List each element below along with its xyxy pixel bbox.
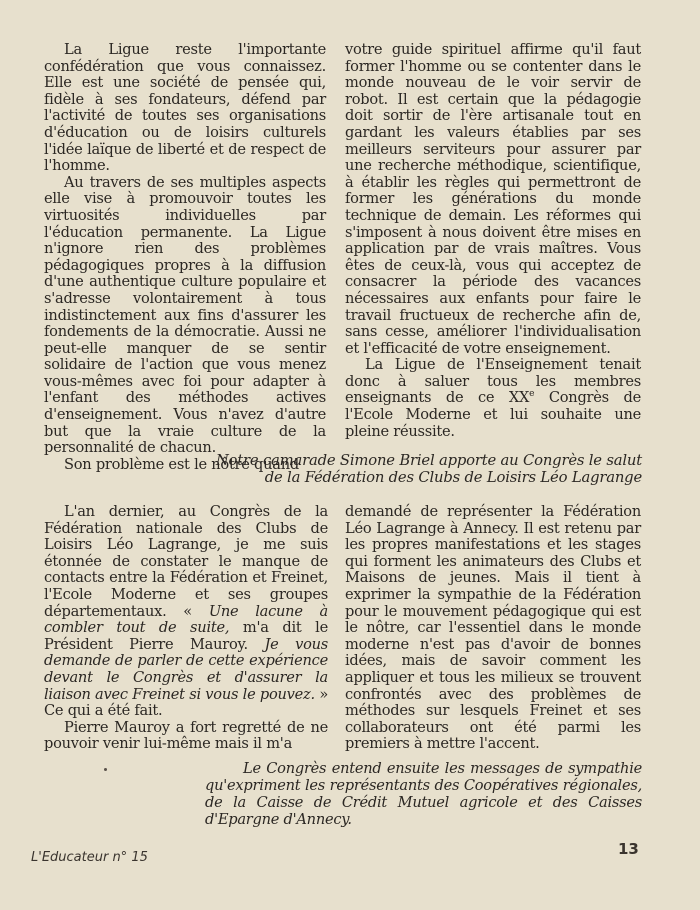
superscript: e [529,389,535,400]
print-speck [104,768,107,771]
paragraph: Son problème est le nôtre quand [64,455,299,473]
italic-quote: Je vous demande de parler de cette expérience devant le Congrès et d'assurer la liaison avec Freinet si vous le pouvez. [44,635,328,703]
section-heading [205,452,642,486]
article-column-bottom-right [345,504,641,753]
paragraph: Au travers de ses multiples aspects elle vise à promouvoir toutes les virtuosités individuelles par l'éducation permanente. La Ligue n'ignore rien des problèmes pédagogiques propres à la diffusion d'une authentique culture populaire et s'adresse volontairement à tous indistinctement aux fins d'assurer les fondements de la démocratie. Aussi ne peut-elle manquer de se sentir solidaire de l'action que vous menez vous-mêmes avec foi pour adapter à l'enfant des méthodes actives d'enseignement. Vous n'avez d'autre but que la vraie culture de la personnalité de chacun. [44,173,326,457]
paragraph: La Ligue reste l'importante confédération que vous connaissez. Elle est une société de pensée qui, fidèle à ses fondateurs, défend par l'activité de toutes ses organisations d'éducation ou de loisirs culturels l'idée laïque de liberté et de respect de l'homme. [44,41,326,175]
paragraph: demandé de représenter la Fédération Léo Lagrange à Annecy. Il est retenu par les propres manifestations et les stages qui forment les animateurs des Clubs et Maisons de jeunes. Mais il tient à exprimer la sympathie de la Fédération pour le mouvement pédagogique qui est le nôtre, car l'essentiel dans le monde moderne n'est pas d'avoir de bonnes idées, mais de savoir comment les appliquer et tous les milieux se trouvent confrontés avec des problèmes de méthodes sur lesquels Freinet et ses collaborateurs ont été parmi les premiers à mettre l'accent. [345,503,641,753]
italic-quote: Une lacune à combler tout de suite, [44,602,328,637]
paragraph [44,504,328,720]
article-column-top-left [44,42,326,473]
journal-footer: L'Educateur n° 15 [31,850,148,865]
article-column-bottom-left [44,504,328,753]
text-run: La Ligue de l'Enseignement tenait donc à saluer tous les membres enseignants de ce XX [345,356,641,407]
page-number: 13 [618,840,639,858]
paragraph [345,357,641,440]
heading-line: Notre camarade Simone Briel apporte au Congrès le salut [215,452,642,469]
closing-note: Le Congrès entend ensuite les messages de sympathie qu'expriment les représentants des Coopératives régionales, de la Caisse de Crédit Mutuel agricole et des Caisses d'Epargne d'Annecy. [205,760,642,828]
article-column-top-right [345,42,641,440]
text-run: » Ce qui a été fait. [44,685,328,720]
paragraph: Pierre Mauroy a fort regretté de ne pouvoir venir lui-même mais il m'a [44,718,328,753]
text-run: m'a dit le Président Pierre Mauroy. [44,619,328,653]
text-run: Congrès de l'Ecole Moderne et lui souhaite une pleine réussite. [345,389,641,440]
heading-line: de la Fédération des Clubs de Loisirs Léo Lagrange [264,469,642,486]
text-run: L'an dernier, au Congrès de la Fédération nationale des Clubs de Loisirs Léo Lagrange, je me suis étonnée de constater le manque de contacts entre la Fédération et Freinet, l'Ecole Moderne et ses groupes départementaux. « [44,503,328,620]
paragraph: votre guide spirituel affirme qu'il faut former l'homme ou se contenter dans le monde nouveau de le voir servir de robot. Il est certain que la pédagogie doit sortir de l'ère artisanale tout en gardant les valeurs établies par ses meilleurs serviteurs pour assurer par une recherche méthodique, scientifique, à établir les règles qui permettront de former les générations du monde technique de demain. Les réformes qui s'imposent à nous doivent être mises en application par de vrais maîtres. Vous êtes de ceux-là, vous qui acceptez de consacrer la période des vacances nécessaires aux enfants pour faire le travail fructueux de recherche afin de, sans cesse, améliorer l'individualisation et l'efficacité de votre enseignement. [345,41,641,357]
